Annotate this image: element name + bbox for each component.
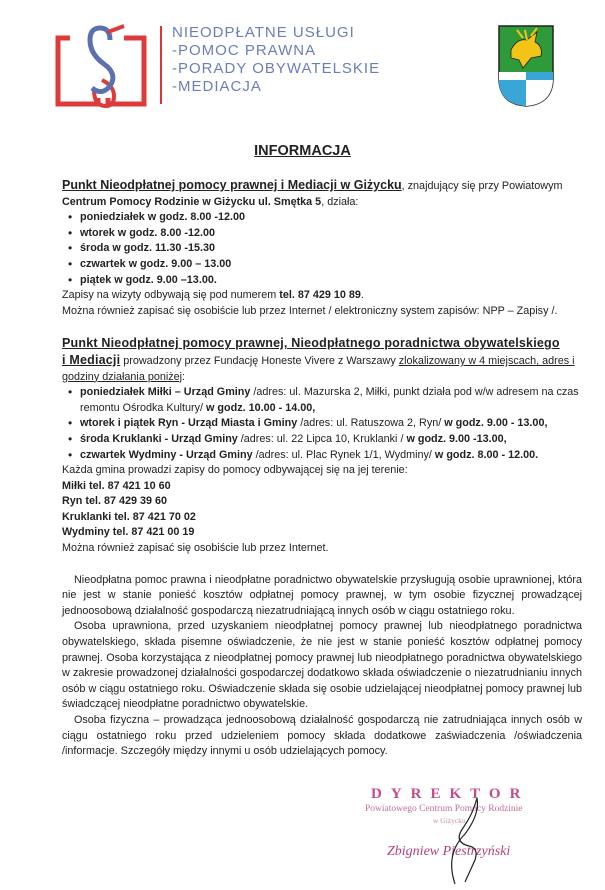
location-name: środa Kruklanki - Urząd Gminy	[80, 432, 238, 445]
stamp-title: DYREKTOR	[371, 786, 530, 802]
list-item	[80, 226, 582, 242]
phone-suffix: .	[360, 289, 364, 302]
section2-locations-list	[62, 385, 582, 463]
section1-heading: Punkt Nieodpłatnej pomocy prawnej i Mediacji w Giżycku	[62, 178, 402, 192]
location-hours: w godz. 9.00 - 13.00,	[441, 417, 548, 430]
eligibility-text	[62, 573, 582, 760]
list-item	[80, 273, 582, 289]
hours-text: piątek w godz. 9.00 –13.00.	[80, 273, 217, 286]
phone-prefix: Zapisy na wizyty odbywają się pod numerem	[62, 289, 280, 302]
section2-lead	[62, 336, 582, 385]
signature-icon	[435, 794, 495, 886]
list-item	[80, 416, 582, 432]
section2-lead-tail: :	[182, 370, 186, 383]
hours-text: poniedziałek w godz. 8.00 -12.00	[80, 211, 246, 224]
section2-lead-underline: zlokalizowany w 4 miejscach, adres i godziny działania poniżej	[62, 354, 575, 383]
hours-text: wtorek w godz. 8.00 -12.00	[80, 226, 216, 239]
stamp-institution: Powiatowego Centrum Pomocy Rodzinie	[365, 804, 523, 814]
location-name: wtorek i piątek Ryn - Urząd Miasta i Gminy	[80, 417, 298, 430]
section1-lead-rest: , znajdujący się przy Powiatowym	[401, 180, 563, 192]
phone-number: tel. 87 429 10 89	[279, 289, 361, 302]
section1-phone	[62, 288, 582, 304]
director-stamp	[365, 786, 590, 886]
paragraph: Nieodpłatna pomoc prawna i nieodpłatne poradnictwo obywatelskie przysługują osobie uprawnionej, która nie jest w stanie ponieść kosztów odpłatnej pomocy prawnej, w tym osobie fizycznej prowadzącej jednoosobową działalność gospodarczą niezatrudniającą innych osób w ciągu ostatniego roku.	[62, 573, 582, 617]
section2-lead-rest: prowadzony przez Fundację Honeste Vivere z Warszawy	[120, 354, 399, 367]
section1-lead-tail: , działa:	[321, 195, 359, 208]
logo-text	[172, 24, 380, 96]
gmina-phone: Kruklanki tel. 87 421 70 02	[62, 510, 196, 523]
logo-line: -POMOC PRAWNA	[172, 42, 317, 59]
stamp-name: Zbigniew Piestrzyński	[387, 844, 511, 859]
location-hours: w godz. 8.00 - 12.00.	[431, 448, 539, 461]
location-address: /adres: ul. Plac Rynek 1/1, Wydminy/	[252, 448, 432, 461]
paragraph: Osoba uprawniona, przed uzyskaniem nieodpłatnej pomocy prawnej lub nieodpłatnego poradnictwa obywatelskiego, składa pisemne oświadczenie, że nie jest w stanie ponieść kosztów odpłatnej pomocy prawnej. Osoba korzystająca z nieodpłatnej pomocy prawnej lub nieodpłatnego poradnictwa obywatelskiego w zakresie prowadzonej działalności gospodarczej dodatkowo składa oświadczenie o niezatrudnianiu innych osób w ciągu ostatniego roku. Oświadczenie składa się osobie udzielającej nieodpłatnej pomocy prawnej lub świadczącej nieodpłatne poradnictwo obywatelskie.	[62, 620, 582, 711]
document-body	[62, 178, 582, 760]
section2-online: Można również zapisać się osobiście lub przez Internet.	[62, 542, 329, 555]
coat-of-arms-icon	[497, 24, 555, 108]
section2-heading-line2: i Mediacji	[62, 352, 121, 367]
gmina-phone: Ryn tel. 87 429 39 60	[62, 495, 168, 508]
logo-line: -MEDIACJA	[172, 78, 262, 95]
location-hours: w godz. 10.00 - 14.00,	[203, 401, 316, 414]
location-name: czwartek Wydminy - Urząd Gminy	[80, 448, 253, 461]
section2-heading-line1: Punkt Nieodpłatnej pomocy prawnej, Nieodpłatnego poradnictwa obywatelskiego	[62, 336, 560, 351]
section2-gmina-note: Każda gmina prowadzi zapisy do pomocy odbywającej się na jej terenie:	[62, 464, 408, 477]
logo-divider	[160, 26, 162, 104]
section1-address: Centrum Pomocy Rodzinie w Giżycku ul. Smętka 5	[62, 195, 322, 208]
list-item	[80, 385, 582, 416]
hours-text: środa w godz. 11.30 -15.30	[80, 242, 216, 255]
header	[0, 0, 605, 120]
stamp-location: w Giżycku	[433, 816, 466, 825]
list-item	[80, 241, 582, 257]
location-address: /adres: ul. Ratuszowa 2, Ryn/	[297, 417, 442, 430]
location-hours: w godz. 9.00 -13.00,	[403, 432, 507, 445]
logo-line: NIEODPŁATNE USŁUGI	[172, 24, 355, 41]
list-item	[80, 210, 582, 226]
gmina-phone: Wydminy tel. 87 421 00 19	[62, 526, 195, 539]
paragraph: Osoba fizyczna – prowadząca jednoosobową działalność gospodarczą nie zatrudniająca innych osób w ciągu ostatniego roku przed udzieleniem pomocy składa dodatkowe zaświadczenia /oświadczenia /informacje. Szczegóły między innymi u osób udzielających pomocy.	[62, 714, 582, 758]
section1-online: Można również zapisać się osobiście lub przez Internet / elektroniczny system zapisów: NPP – Zapisy /.	[62, 304, 558, 317]
section2-phones	[62, 479, 582, 541]
page-title: INFORMACJA	[254, 143, 351, 159]
list-item	[80, 448, 582, 464]
hours-text: czwartek w godz. 9.00 – 13.00	[80, 257, 232, 270]
section1-hours-list	[62, 210, 582, 288]
gmina-phone: Miłki tel. 87 421 10 60	[62, 479, 171, 492]
logo-line: -PORADY OBYWATELSKIE	[172, 60, 381, 77]
section1-lead	[62, 178, 582, 210]
section2	[62, 336, 582, 556]
list-item	[80, 257, 582, 273]
location-address: /adres: ul. Mazurska 2, Miłki, punkt działa pod w/w adresem na czas remontu Ośrodka Kultury/	[80, 386, 579, 414]
logo-icon	[52, 20, 152, 112]
location-name: poniedziałek Miłki – Urząd Gminy	[80, 386, 251, 399]
location-address: /adres: ul. 22 Lipca 10, Kruklanki /	[237, 432, 404, 445]
list-item	[80, 432, 582, 448]
